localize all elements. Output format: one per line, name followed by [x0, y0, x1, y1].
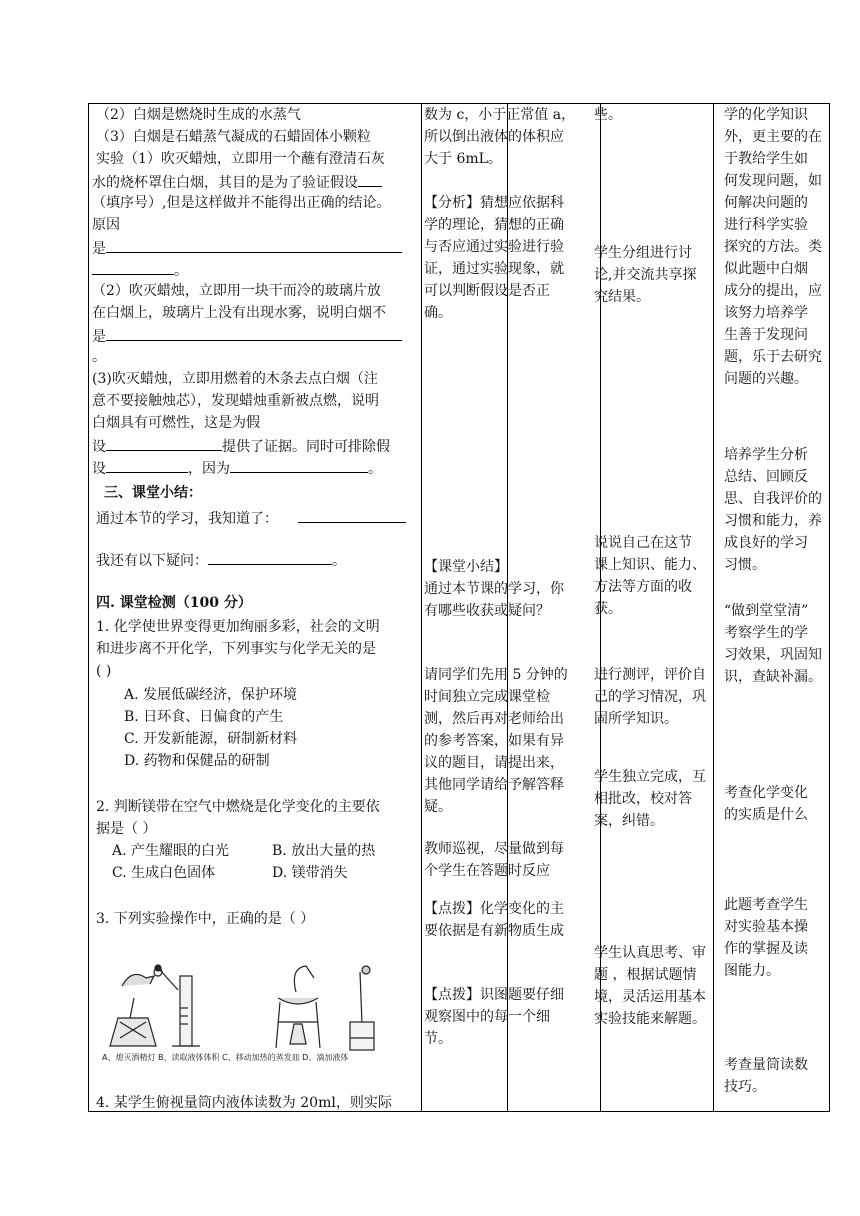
text-line: 议的题目，请提出来， — [424, 755, 564, 771]
fill-blank[interactable] — [208, 548, 332, 565]
text-line: 问题的兴趣。 — [724, 371, 808, 387]
alcohol-lamp-icon — [110, 968, 162, 1046]
text-line: 对实验基本操 — [724, 919, 808, 935]
text-line: 该努力培养学 — [724, 305, 808, 321]
text-line — [96, 506, 406, 530]
text-line: 【点拨】化学变化的主 — [424, 901, 564, 917]
text-line: 请同学们先用 5 分钟的 — [424, 667, 568, 683]
question-text: 4. 某学生俯视量筒内液体读数为 20ml，则实际 — [96, 1095, 392, 1111]
text-line — [92, 170, 382, 194]
text-segment: 提供了证据。同时可排除假 — [222, 439, 390, 455]
text-line: 【分析】猜想应依据科 — [424, 195, 564, 211]
text-segment: 。 — [174, 263, 188, 279]
text-line: 考察学生的学 — [724, 625, 808, 641]
question-text: 2. 判断镁带在空气中燃烧是化学变化的主要依 — [96, 799, 380, 815]
option-a: A. 发展低碳经济，保护环境 — [124, 687, 298, 703]
section-heading: 三、课堂小结： — [104, 485, 202, 501]
option-d: D. 镁带消失 — [272, 865, 348, 881]
evaporating-dish-icon — [276, 966, 320, 1048]
text-line: 探究的方法。类 — [724, 239, 822, 255]
text-segment: 是 — [92, 241, 106, 257]
text-line: (3)吹灭蜡烛，立即用燃着的木条去点白烟（注 — [92, 371, 378, 387]
question-text: 1. 化学使世界变得更加绚丽多彩，社会的文明 — [96, 619, 380, 635]
text-line: 识，查缺补漏。 — [724, 669, 822, 685]
text-line: 时间独立完成课堂检 — [424, 689, 550, 705]
text-line: （填序号）,但是这样做并不能得出正确的结论。 — [92, 195, 391, 211]
text-line: 相批改，校对答 — [594, 791, 692, 807]
fill-blank[interactable] — [92, 258, 174, 275]
text-line — [96, 548, 346, 572]
text-line — [92, 236, 402, 260]
section-heading: 四. 课堂检测（100 分） — [96, 595, 252, 611]
text-line: 题，乐于去研究 — [724, 349, 822, 365]
text-line: 大于 6mL。 — [424, 151, 502, 167]
text-line: 何解决问题的 — [724, 195, 808, 211]
text-line: 在白烟上，玻璃片上没有出现水雾，说明白烟不 — [92, 305, 386, 321]
text-line — [92, 456, 382, 480]
text-line: 论,并交流共享探 — [594, 267, 697, 283]
text-line: 进行测评，评价自 — [594, 667, 706, 683]
text-line: 似此题中白烟 — [724, 261, 808, 277]
text-line: 确。 — [424, 305, 452, 321]
fill-blank[interactable] — [106, 324, 402, 341]
text-line: 其他同学请给予解答释 — [424, 777, 564, 793]
text-line: 究结果。 — [594, 289, 650, 305]
option-c: C. 开发新能源，研制新材料 — [124, 731, 298, 747]
text-line: 的实质是什么 — [724, 807, 808, 823]
text-line: 固所学知识。 — [594, 711, 678, 727]
text-line: 习效果，巩固知 — [724, 647, 822, 663]
text-line: 有哪些收获或疑问？ — [424, 603, 550, 619]
text-segment: 我还有以下疑问： — [96, 553, 208, 569]
text-line: 何发现问题，如 — [724, 173, 822, 189]
fill-blank[interactable] — [358, 170, 382, 187]
text-line: 进行科学实验 — [724, 217, 808, 233]
text-line: 学的理论，猜想的正确 — [424, 217, 564, 233]
text-line: 数为 c，小于正常值 a， — [424, 107, 576, 123]
text-line: 疑。 — [424, 799, 452, 815]
text-line: 学生独立完成，互 — [594, 769, 706, 785]
text-line: 生善于发现问 — [724, 327, 808, 343]
text-line: 技巧。 — [724, 1079, 766, 1095]
fill-blank[interactable] — [106, 456, 188, 473]
text-line: 方法等方面的收 — [594, 579, 692, 595]
option-b: B. 放出大量的热 — [272, 843, 376, 859]
text-line: 考查化学变化 — [724, 785, 808, 801]
text-line: 可以判断假设是否正 — [424, 283, 550, 299]
question-text: 3. 下列实验操作中，正确的是（ ） — [96, 911, 315, 927]
figure-caption: A、熄灭酒精灯 B、读取液体体积 C、移动加热的蒸发皿 D、滴加液体 — [102, 1053, 349, 1062]
text-line — [92, 324, 402, 348]
column-divider — [713, 104, 714, 1111]
text-line: 作的掌握及读 — [724, 941, 808, 957]
text-segment: 。 — [332, 553, 346, 569]
question-text: ( ) — [96, 663, 112, 679]
text-line: 成分的提出，应 — [724, 283, 822, 299]
text-line: 学的化学知识 — [724, 107, 808, 123]
option-c: C. 生成白色固体 — [112, 865, 216, 881]
text-line: 节。 — [424, 1031, 452, 1047]
text-segment: 设 — [92, 439, 106, 455]
text-line: 意不要接触烛芯），发现蜡烛重新被点燃，说明 — [92, 393, 379, 409]
text-line: （3）白烟是石蜡蒸气凝成的石蜡固体小颗粒 — [96, 129, 371, 145]
text-line: 证，通过实验现象，就 — [424, 261, 564, 277]
text-line: 学生认真思考、审 — [594, 945, 706, 961]
graduated-cylinder-icon — [155, 965, 200, 1046]
text-line: 白烟具有可燃性，这是为假 — [92, 415, 260, 431]
text-line: 图能力。 — [724, 963, 780, 979]
fill-blank[interactable] — [298, 506, 406, 523]
text-segment: 是 — [92, 329, 106, 345]
text-line: 培养学生分析 — [724, 447, 808, 463]
text-line: 所以倒出液体的体积应 — [424, 129, 564, 145]
fill-blank[interactable] — [230, 456, 368, 473]
text-line: 【课堂小结】 — [424, 559, 508, 575]
text-line: 原因 — [92, 217, 120, 233]
text-line: 实验（1）吹灭蜡烛，立即用一个蘸有澄清石灰 — [96, 151, 385, 167]
text-segment: 。 — [368, 461, 382, 477]
text-segment: 水的烧杯罩住白烟，其目的是为了验证假设 — [92, 175, 358, 191]
text-line: （2）吹灭蜡烛，立即用一块干而冷的玻璃片放 — [92, 283, 381, 299]
text-line: 学生分组进行讨 — [594, 245, 692, 261]
text-line: 课上知识、能力、 — [594, 557, 706, 573]
text-line: 获。 — [594, 601, 622, 617]
question-text: 和进步离不开化学，下列事实与化学无关的是 — [96, 641, 376, 657]
text-line: 个学生在答题时反应 — [424, 863, 550, 879]
text-line: 些。 — [594, 107, 622, 123]
text-segment: 设 — [92, 461, 106, 477]
text-line: 通过本节课的学习，你 — [424, 581, 564, 597]
text-line: 思、自我评价的 — [724, 491, 822, 507]
text-line: 此题考查学生 — [724, 897, 808, 913]
text-line: 说说自己在这节 — [594, 535, 692, 551]
text-line: 外，更主要的在 — [724, 129, 822, 145]
experiment-figure — [100, 958, 406, 1064]
text-line: 习惯。 — [724, 557, 766, 573]
text-line: （2）白烟是燃烧时生成的水蒸气 — [96, 107, 301, 123]
text-line: 与否应通过实验进行验 — [424, 239, 564, 255]
text-line — [92, 258, 188, 282]
question-text: 据是（ ） — [96, 821, 157, 837]
option-d: D. 药物和保健品的研制 — [124, 753, 270, 769]
dropper-icon — [350, 966, 374, 1050]
text-line: 考查量筒读数 — [724, 1057, 808, 1073]
text-line: 案，纠错。 — [594, 813, 664, 829]
text-line: 己的学习情况，巩 — [594, 689, 706, 705]
option-b: B. 日环食、日偏食的产生 — [124, 709, 284, 725]
text-line: 要依据是有新物质生成 — [424, 923, 564, 939]
text-line: 题 ，根据试题情 — [594, 967, 697, 983]
option-a: A. 产生耀眼的白光 — [112, 843, 230, 859]
text-line: 成良好的学习 — [724, 535, 808, 551]
text-line: “做到堂堂清” — [724, 603, 809, 619]
text-line: 实验技能来解题。 — [594, 1011, 706, 1027]
text-segment: 通过本节的学习，我知道了： — [96, 511, 278, 527]
text-line: 测，然后再对老师给出 — [424, 711, 564, 727]
text-line: 总结、回顾反 — [724, 469, 808, 485]
text-line: 的参考答案，如果有异 — [424, 733, 564, 749]
text-line: 【点拨】识图题要仔细 — [424, 987, 564, 1003]
fill-blank[interactable] — [106, 236, 402, 253]
fill-blank[interactable] — [106, 434, 222, 451]
text-line: 观察图中的每一个细 — [424, 1009, 550, 1025]
text-line: 习惯和能力，养 — [724, 513, 822, 529]
text-line: 境，灵活运用基本 — [594, 989, 706, 1005]
text-line: 教师巡视，尽量做到每 — [424, 841, 564, 857]
text-line: 于教给学生如 — [724, 151, 808, 167]
text-line — [92, 434, 390, 458]
text-line: 。 — [92, 349, 106, 365]
text-segment: ，因为 — [188, 461, 230, 477]
